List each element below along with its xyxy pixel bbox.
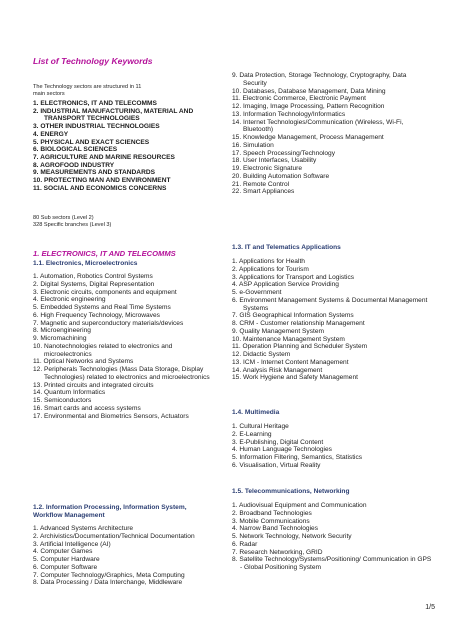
list-item: 4. Human Language Technologies: [232, 446, 332, 454]
list-item: 9. Quality Management System: [232, 327, 324, 335]
section-1-heading: 1. ELECTRONICS, IT AND TELECOMMS: [33, 249, 176, 258]
list-item: 12. Peripherals Technologies (Mass Data Storage, Display Technologies) related to electronics and microelectronics: [33, 366, 210, 381]
section-1-4-heading: 1.4. Multimedia: [232, 409, 280, 416]
list-item: 3. Mobile Communications: [232, 517, 310, 525]
main-sectors-list: [33, 100, 228, 192]
list-item: 14. Quantum Informatics: [33, 389, 106, 397]
list-item: 1. Cultural Heritage: [232, 423, 289, 430]
list-item: 7. GIS Geographical Information Systems: [232, 312, 354, 320]
list-item: 11. Electronic Commerce, Electronic Payment: [232, 95, 366, 103]
list-item: 11. SOCIAL AND ECONOMICS CONCERNS: [33, 184, 167, 192]
list-item: 8. Microengineering: [33, 327, 91, 335]
list-item: 10. Nanotechnologies related to electronics and microelectronics: [33, 342, 173, 358]
list-item: 3. E-Publishing, Digital Content: [232, 438, 324, 446]
section-1-2-heading: 1.2. Information Processing, Information System, Workflow Management: [33, 504, 187, 519]
list-item: 14. Analysis Risk Management: [232, 366, 323, 374]
list-item: 8. Data Processing / Data Interchange, Middleware: [33, 579, 183, 587]
list-item: 1. Audiovisual Equipment and Communication: [232, 502, 367, 509]
list-item: 1. Automation, Robotics Control Systems: [33, 273, 153, 280]
list-item: 13. ICM - Internet Content Management: [232, 358, 349, 366]
list-item: 20. Building Automation Software: [232, 172, 330, 180]
list-item: 2. INDUSTRIAL MANUFACTURING, MATERIAL AND TRANSPORT TECHNOLOGIES: [33, 107, 194, 123]
list-item: 8. Satellite Technology/Systems/Positioning/ Communication in GPS - Global Positioning System: [232, 556, 432, 571]
list-item: 10. PROTECTING MAN AND ENVIRONMENT: [33, 177, 171, 185]
list-item: 7. Computer Technology/Graphics, Meta Computing: [33, 571, 185, 579]
list-item: 6. Visualisation, Virtual Reality: [232, 461, 321, 469]
section-1-4-list: [232, 423, 437, 470]
list-item: 8. CRM - Customer relationship Management: [232, 320, 365, 327]
page-number: 1/5: [425, 604, 435, 611]
list-item: 5. Computer Hardware: [33, 556, 100, 563]
section-1-2-list-part2: [232, 72, 432, 196]
list-item: 15. Work Hygiene and Safety Management: [232, 374, 358, 382]
list-item: 6. BIOLOGICAL SCIENCES: [33, 146, 118, 154]
list-item: 2. Applications for Tourism: [232, 265, 309, 273]
list-item: 4. Electronic engineering: [33, 296, 106, 304]
list-item: 11. Operation Planning and Scheduler System: [232, 343, 368, 351]
list-item: 2. Broadband Technologies: [232, 509, 312, 517]
list-item: 21. Remote Control: [232, 180, 290, 188]
list-item: 6. Radar: [232, 540, 258, 548]
section-1-3-list: [232, 258, 437, 382]
intro-text: The Technology sectors are structured in 11 main sectors: [33, 84, 142, 97]
list-item: 19. Electronic Signature: [232, 165, 303, 172]
list-item: 3. Electronic circuits, components and equipment: [33, 288, 177, 296]
list-item: 10. Maintenance Management System: [232, 335, 345, 343]
list-item: 5. Information Filtering, Semantics, Statistics: [232, 454, 363, 461]
list-item: 16. Simulation: [232, 141, 274, 149]
list-item: 6. High Frequency Technology, Microwaves: [33, 311, 160, 319]
section-1-3-heading: 1.3. IT and Telematics Applications: [232, 244, 341, 251]
list-item: 7. Research Networking, GRID: [232, 548, 323, 556]
list-item: 10. Databases, Database Management, Data Mining: [232, 87, 386, 95]
list-item: 12. Imaging, Image Processing, Pattern Recognition: [232, 103, 385, 110]
section-1-1-list: [33, 273, 218, 420]
list-item: 7. AGRICULTURE AND MARINE RESOURCES: [33, 153, 175, 161]
list-item: 2. Digital Systems, Digital Representation: [33, 280, 155, 288]
list-item: 12. Didactic System: [232, 351, 291, 358]
list-item: 5. Embedded Systems and Real Time Systems: [33, 304, 171, 311]
list-item: 4. Narrow Band Technologies: [232, 525, 319, 533]
list-item: 1. Advanced Systems Architecture: [33, 525, 134, 532]
list-item: 15. Semiconductors: [33, 397, 92, 404]
sub-sectors-count: 80 Sub sectors (Level 2): [33, 215, 94, 221]
list-item: 16. Smart cards and access systems: [33, 404, 141, 412]
list-item: 3. OTHER INDUSTRIAL TECHNOLOGIES: [33, 123, 160, 131]
section-1-1-heading: 1.1. Electronics, Microelectronics: [33, 260, 138, 267]
specific-branches-count: 328 Specific branches (Level 3): [33, 222, 112, 228]
document-title: List of Technology Keywords: [33, 56, 153, 66]
list-item: 5. PHYSICAL AND EXACT SCIENCES: [33, 138, 150, 146]
list-item: 9. Micromachining: [33, 335, 87, 342]
list-item: 4. ASP Application Service Providing: [232, 281, 339, 289]
list-item: 2. Archivistics/Documentation/Technical Documentation: [33, 532, 195, 540]
list-item: 5. Network Technology, Network Security: [232, 533, 352, 540]
section-1-5-list: [232, 502, 432, 572]
list-item: 11. Optical Networks and Systems: [33, 358, 134, 366]
list-item: 1. ELECTRONICS, IT AND TELECOMMS: [33, 100, 157, 107]
list-item: 3. Applications for Transport and Logistics: [232, 273, 355, 281]
list-item: 9. MEASUREMENTS AND STANDARDS: [33, 169, 155, 177]
list-item: 13. Information Technology/Informatics: [232, 110, 346, 118]
list-item: 14. Internet Technologies/Communication (Wireless, Wi-Fi, Bluetooth): [232, 118, 404, 134]
list-item: 15. Knowledge Management, Process Management: [232, 134, 384, 141]
list-item: 4. Computer Games: [33, 548, 93, 556]
list-item: 17. Environmental and Biometrics Sensors, Actuators: [33, 412, 189, 420]
list-item: 18. User Interfaces, Usability: [232, 157, 317, 165]
list-item: 7. Magnetic and superconductory materials/devices: [33, 319, 184, 327]
list-item: 6. Environment Management Systems & Documental Management Systems: [232, 296, 428, 312]
list-item: 4. ENERGY: [33, 130, 69, 138]
list-item: 17. Speech Processing/Technology: [232, 149, 336, 157]
sector-counts: [33, 215, 111, 229]
list-item: 13. Printed circuits and integrated circuits: [33, 381, 154, 389]
section-1-2-list-part1: [33, 525, 218, 587]
list-item: 9. Data Protection, Storage Technology, Cryptography, Data Security: [232, 72, 407, 87]
list-item: 1. Applications for Health: [232, 258, 305, 265]
list-item: 8. AGROFOOD INDUSTRY: [33, 161, 115, 169]
list-item: 2. E-Learning: [232, 430, 272, 438]
list-item: 22. Smart Appliances: [232, 188, 295, 196]
list-item: 3. Artificial Intelligence (AI): [33, 540, 111, 548]
list-item: 6. Computer Software: [33, 563, 98, 571]
section-1-5-heading: 1.5. Telecommunications, Networking: [232, 488, 350, 495]
list-item: 5. e-Government: [232, 289, 282, 296]
